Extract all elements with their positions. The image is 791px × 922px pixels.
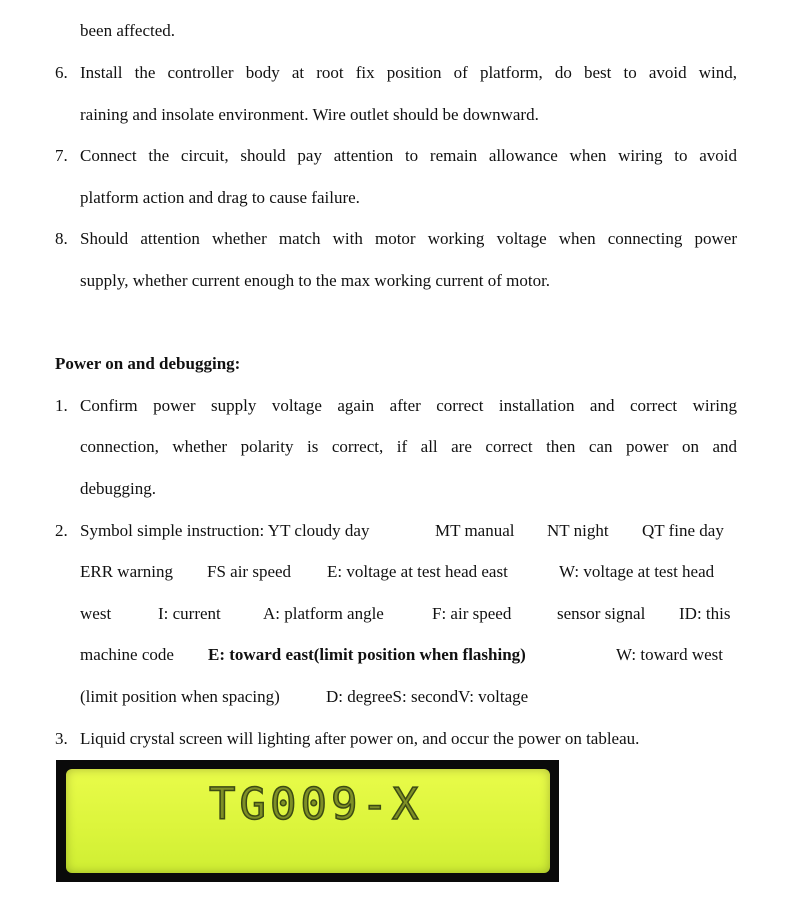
symbol-text: W: toward west	[616, 645, 724, 664]
list-item-text: Connect the circuit, should pay attention to remain allowance when wiring to avoid	[80, 146, 737, 165]
list-item-text: Liquid crystal screen will lighting after power on, and occur the power on tableau.	[80, 729, 640, 748]
symbol-text: ERR warning	[80, 562, 174, 581]
list-item-text: platform action and drag to cause failure.	[80, 188, 360, 207]
lcd-display-image	[56, 760, 559, 882]
list-item-text: Install the controller body at root fix position of platform, do best to avoid wind,	[80, 63, 737, 82]
list-number: 6.	[55, 63, 68, 82]
symbol-text: ID: this	[679, 604, 731, 623]
symbol-text: W: voltage at test head	[559, 562, 715, 581]
symbol-text: E: voltage at test head east	[327, 562, 508, 581]
symbol-row-5	[80, 687, 738, 707]
symbol-text: Symbol simple instruction: YT cloudy day	[80, 521, 370, 540]
symbol-text: MT manual	[435, 521, 515, 540]
symbol-text: A: platform angle	[263, 604, 384, 623]
symbol-text: FS air speed	[207, 562, 292, 581]
list-number: 2.	[55, 521, 68, 540]
symbol-text: machine code	[80, 645, 174, 664]
list-item-text: raining and insolate environment. Wire outlet should be downward.	[80, 105, 539, 124]
symbol-text: I: current	[158, 604, 221, 623]
list-item-text: connection, whether polarity is correct, if all are correct then can power on and	[80, 437, 737, 456]
symbol-text: west	[80, 604, 112, 623]
list-number: 7.	[55, 146, 68, 165]
list-number: 1.	[55, 396, 68, 415]
symbol-row-3	[80, 604, 738, 624]
symbol-text: NT night	[547, 521, 609, 540]
list-number: 3.	[55, 729, 68, 748]
symbol-row-2	[80, 562, 738, 582]
section-heading: Power on and debugging:	[55, 354, 241, 373]
symbol-text: F: air speed	[432, 604, 512, 623]
symbol-row-4	[80, 645, 738, 665]
list-number: 8.	[55, 229, 68, 248]
list-item-text: Confirm power supply voltage again after correct installation and correct wiring	[80, 396, 737, 415]
lcd-screen	[66, 769, 550, 873]
symbol-text-bold: E: toward east(limit position when flashing)	[208, 645, 526, 664]
list-item-text: supply, whether current enough to the max working current of motor.	[80, 271, 551, 290]
list-item-text: Should attention whether match with motor working voltage when connecting power	[80, 229, 737, 248]
list-item-text: debugging.	[80, 479, 157, 498]
symbol-text: D: degreeS: secondV: voltage	[326, 687, 529, 706]
lcd-text: TG009-X	[209, 779, 423, 830]
symbol-row-1	[80, 521, 738, 541]
symbol-text: sensor signal	[557, 604, 646, 623]
symbol-text: (limit position when spacing)	[80, 687, 280, 706]
symbol-text: QT fine day	[642, 521, 724, 540]
paragraph-continuation: been affected.	[80, 21, 176, 40]
